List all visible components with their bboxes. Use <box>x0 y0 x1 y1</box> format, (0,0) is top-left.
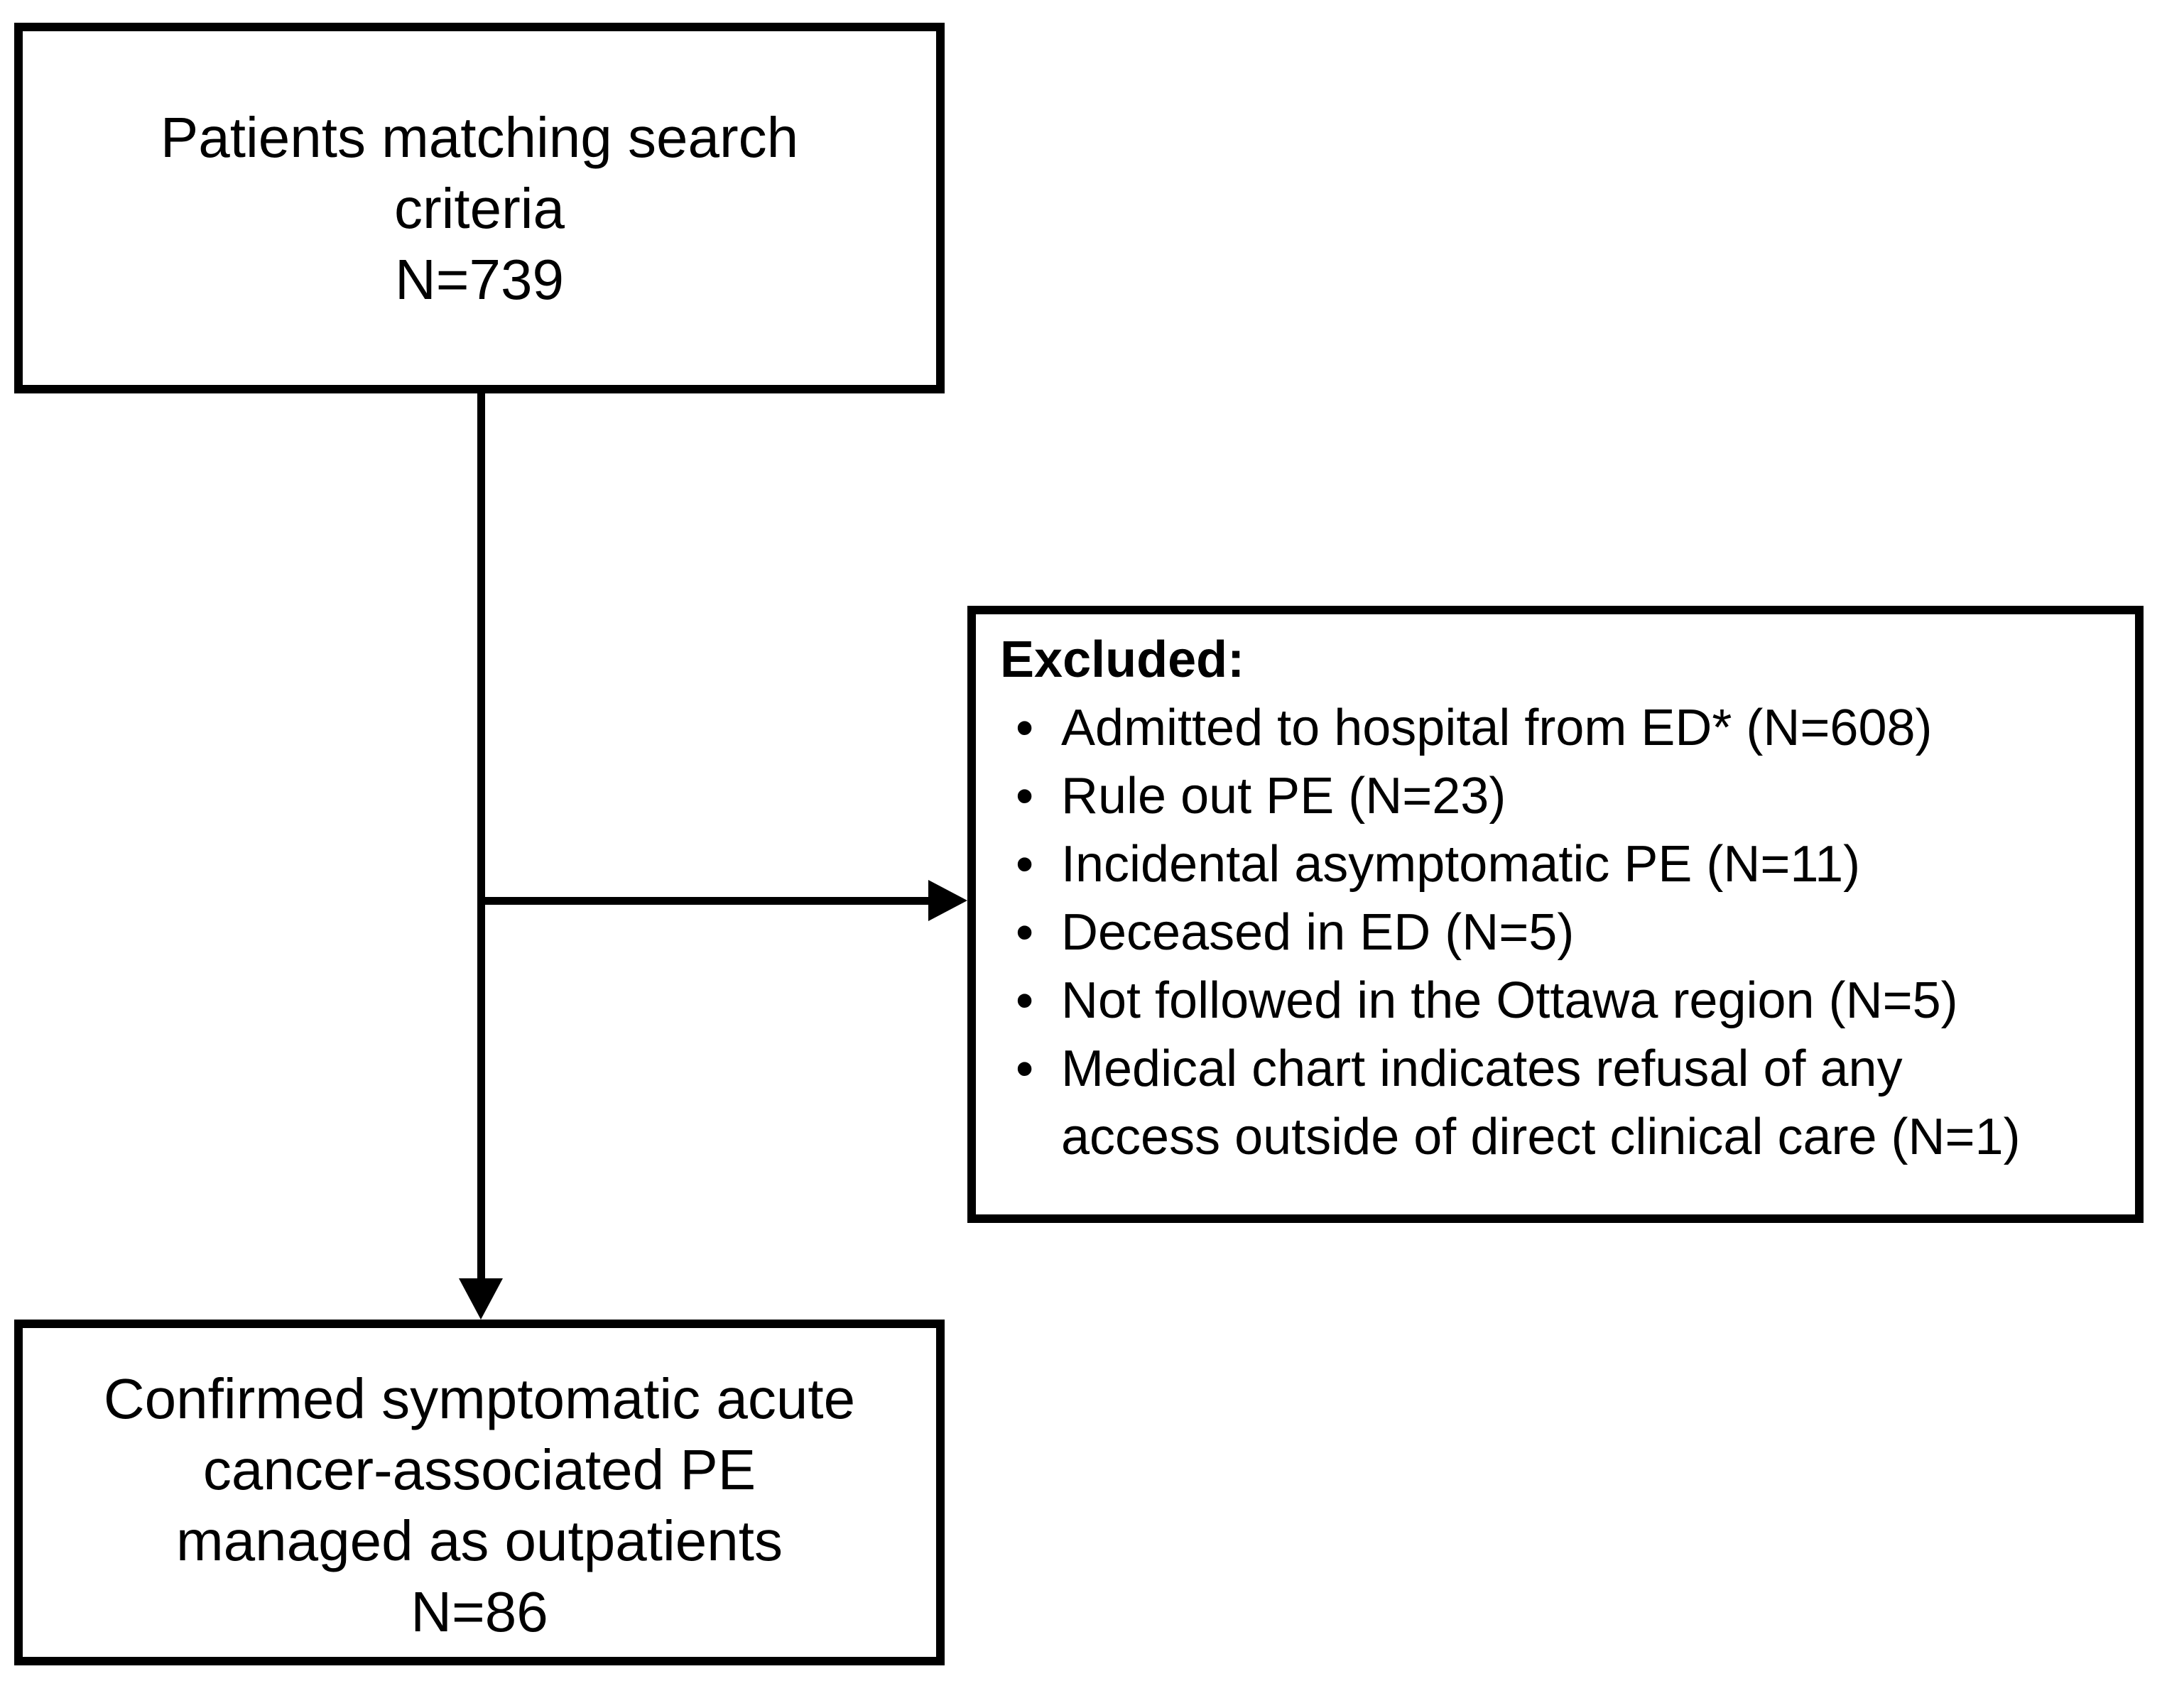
right-arrowhead-icon <box>928 880 967 921</box>
excluded-item-text <box>1061 967 2122 1035</box>
source-population-line-1: Patients matching search <box>160 106 799 169</box>
excluded-item-text <box>1061 898 2122 967</box>
excluded-item-text <box>1061 694 2122 762</box>
bullet-icon: • <box>1016 904 1034 961</box>
bullet-icon: • <box>1016 836 1034 893</box>
excluded-item <box>1000 694 2122 762</box>
excluded-item-text <box>1061 762 2122 830</box>
excluded-item <box>1000 1035 2122 1171</box>
outcome-line-2: cancer-associated PE <box>202 1438 756 1501</box>
outcome-line-3: managed as outpatients <box>176 1509 783 1572</box>
outcome-count: N=86 <box>411 1580 548 1643</box>
excluded-item <box>1000 830 2122 898</box>
excluded-item-line: Incidental asymptomatic PE (N=11) <box>1061 836 1861 893</box>
excluded-box <box>967 606 2144 1223</box>
bullet-icon: • <box>1016 1040 1034 1097</box>
excluded-item <box>1000 898 2122 967</box>
excluded-item-line: Not followed in the Ottawa region (N=5) <box>1061 972 1958 1029</box>
excluded-item-line: Rule out PE (N=23) <box>1061 768 1506 825</box>
bullet-icon: • <box>1016 972 1034 1029</box>
excluded-item-text <box>1061 830 2122 898</box>
excluded-item <box>1000 967 2122 1035</box>
bullet-icon: • <box>1016 700 1034 756</box>
excluded-item-line: Deceased in ED (N=5) <box>1061 904 1575 961</box>
excluded-title: Excluded: <box>1000 631 1245 688</box>
excluded-list <box>1000 694 2122 1171</box>
outcome-line-1: Confirmed symptomatic acute <box>103 1367 856 1430</box>
source-population-box <box>14 23 945 393</box>
excluded-item <box>1000 762 2122 830</box>
source-population-count: N=739 <box>395 248 564 311</box>
excluded-item-text <box>1061 1035 2122 1171</box>
outcome-box <box>14 1320 945 1665</box>
down-arrowhead-icon <box>459 1278 503 1320</box>
excluded-item-line: Medical chart indicates refusal of any <box>1061 1040 1903 1097</box>
main-connector-line <box>477 389 485 1283</box>
source-population-line-2: criteria <box>393 177 565 240</box>
excluded-item-line: access outside of direct clinical care (N=1) <box>1061 1109 2021 1165</box>
excluded-item-line: Admitted to hospital from ED* (N=608) <box>1061 700 1933 756</box>
excluded-branch-line <box>477 897 932 905</box>
bullet-icon: • <box>1016 768 1034 825</box>
